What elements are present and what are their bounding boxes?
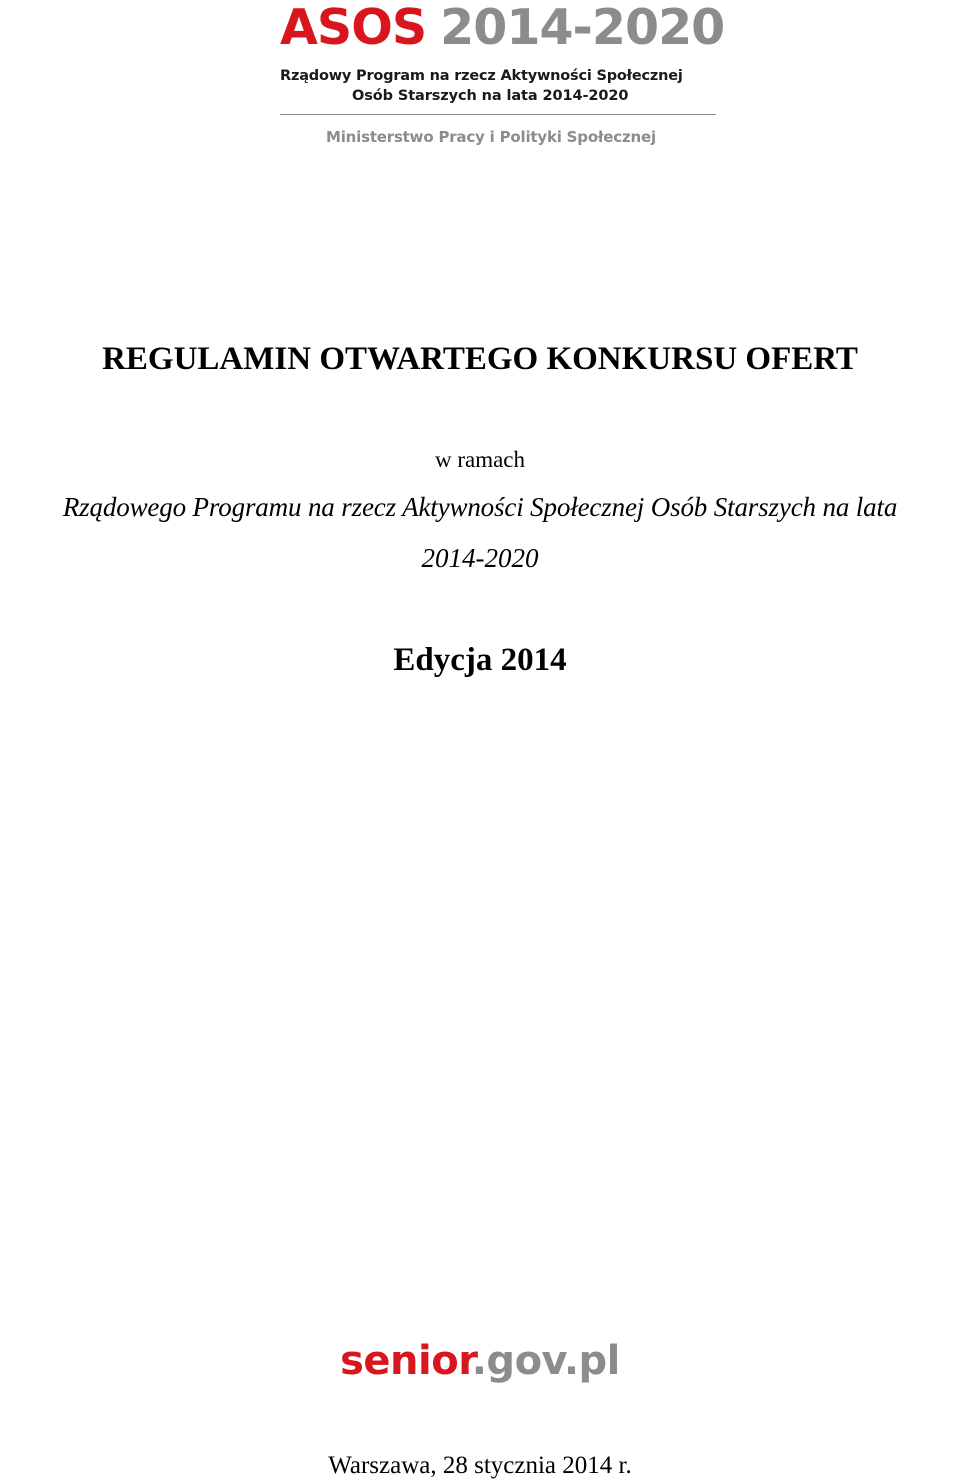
senior-logo-part2: .gov.pl (471, 1338, 620, 1384)
document-title: REGULAMIN OTWARTEGO KONKURSU OFERT (102, 341, 858, 377)
senior-gov-logo (0, 1336, 960, 1386)
asos-years: 2014-2020 (440, 0, 725, 56)
senior-logo-part1: senior (340, 1338, 472, 1384)
asos-logo (280, 0, 725, 146)
program-name-line1: Rządowego Programu na rzecz Aktywności Społecznej Osób Starszych na lata (62, 492, 898, 522)
edition-label: Edycja 2014 (393, 642, 567, 678)
asos-brand: ASOS (280, 0, 427, 56)
program-subtitle-line2: Osób Starszych na lata 2014-2020 (352, 88, 629, 104)
program-name-line2: 2014-2020 (421, 543, 539, 573)
asos-logo-title (280, 0, 725, 56)
ministry-name: Ministerstwo Pracy i Polityki Społecznej (326, 128, 656, 146)
logo-divider (280, 114, 716, 115)
place-date: Warszawa, 28 stycznia 2014 r. (328, 1452, 632, 1479)
program-subtitle-line1: Rządowy Program na rzecz Aktywności Społecznej (280, 68, 683, 84)
intro-text: w ramach (434, 447, 526, 472)
